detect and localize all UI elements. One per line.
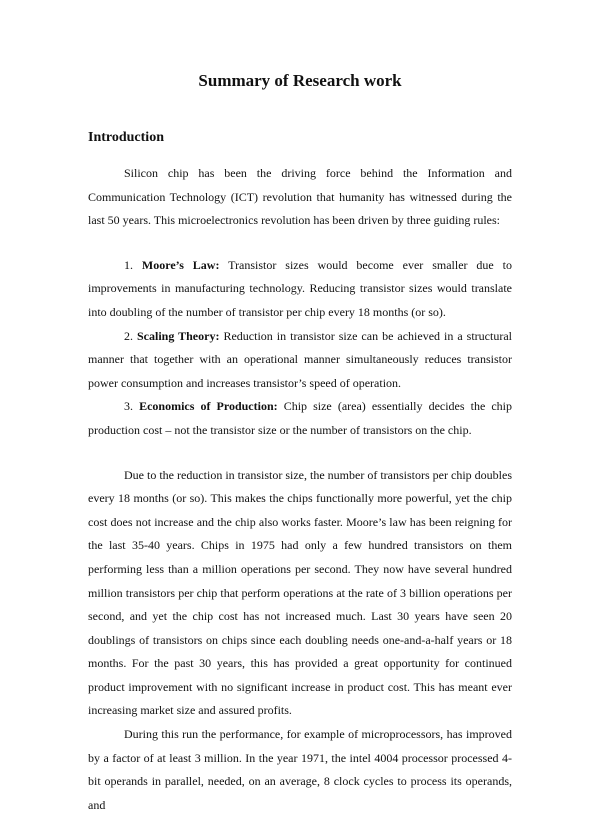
body-paragraph-moores-law-impact: Due to the reduction in transistor size, the number of transistors per chip doubles every 18 months (or so). This makes the chips functionally more powerful, yet the chip cost does not increase and the chip also works faster. Moore’s law has been reigning for the last 35-40 years. Chips in 1975 had only a few hundred transistors on them performing less than a million operations per second. They now have several hundred million transistors per chip that perform operations at the rate of 3 billion operations per second, and yet the chip cost has not increased much. Last 30 years have seen 20 doublings of transistors on chips since each doubling needs one-and-a-half years or 18 months. For the past 30 years, this has provided a great opportunity for continued product improvement with no significant increase in product cost. This has meant ever increasing market size and assured profits. [88,467,512,718]
rule-text: Reduction in transistor size can be achieved in a structural manner that together with an operational manner simultaneously reduces transistor power consumption and increases transistor’s speed of operation. [88,328,512,390]
body-paragraph-performance: During this run the performance, for example of microprocessors, has improved by a factor of at least 3 million. In the year 1971, the intel 4004 processor processed 4-bit operands in parallel, needed, on an average, 8 clock cycles to process its operands, and [88,727,512,812]
section-heading-introduction: Introduction [88,130,164,145]
rule-term: Economics of Production: [139,399,278,414]
paragraph-gap [88,233,512,254]
rule-item-scaling-theory [88,325,512,396]
rule-number: 1. [124,257,133,272]
rule-text: Transistor sizes would become ever smaller due to improvements in manufacturing technology. Reducing transistor sizes would translate into doubling of the number of transistor per chip every 18 months (or so). [88,257,512,319]
rule-term: Moore’s Law: [141,257,220,272]
rule-text: Chip size (area) essentially decides the chip production cost – not the transistor size or the number of transistors on the chip. [88,399,512,437]
paragraph-gap [88,443,512,464]
rule-number: 3. [124,399,133,414]
document-title: Summary of Research work [198,71,402,90]
document-page [88,68,512,817]
rule-term: Scaling Theory: [137,328,220,343]
intro-paragraph: Silicon chip has been the driving force behind the Information and Communication Technology (ICT) revolution that humanity has witnessed during the last 50 years. This microelectronics revolution has been driven by three guiding rules: [88,166,512,228]
rule-item-economics-of-production [88,395,512,442]
rule-number: 2. [124,328,133,343]
rule-item-moores-law [88,254,512,325]
